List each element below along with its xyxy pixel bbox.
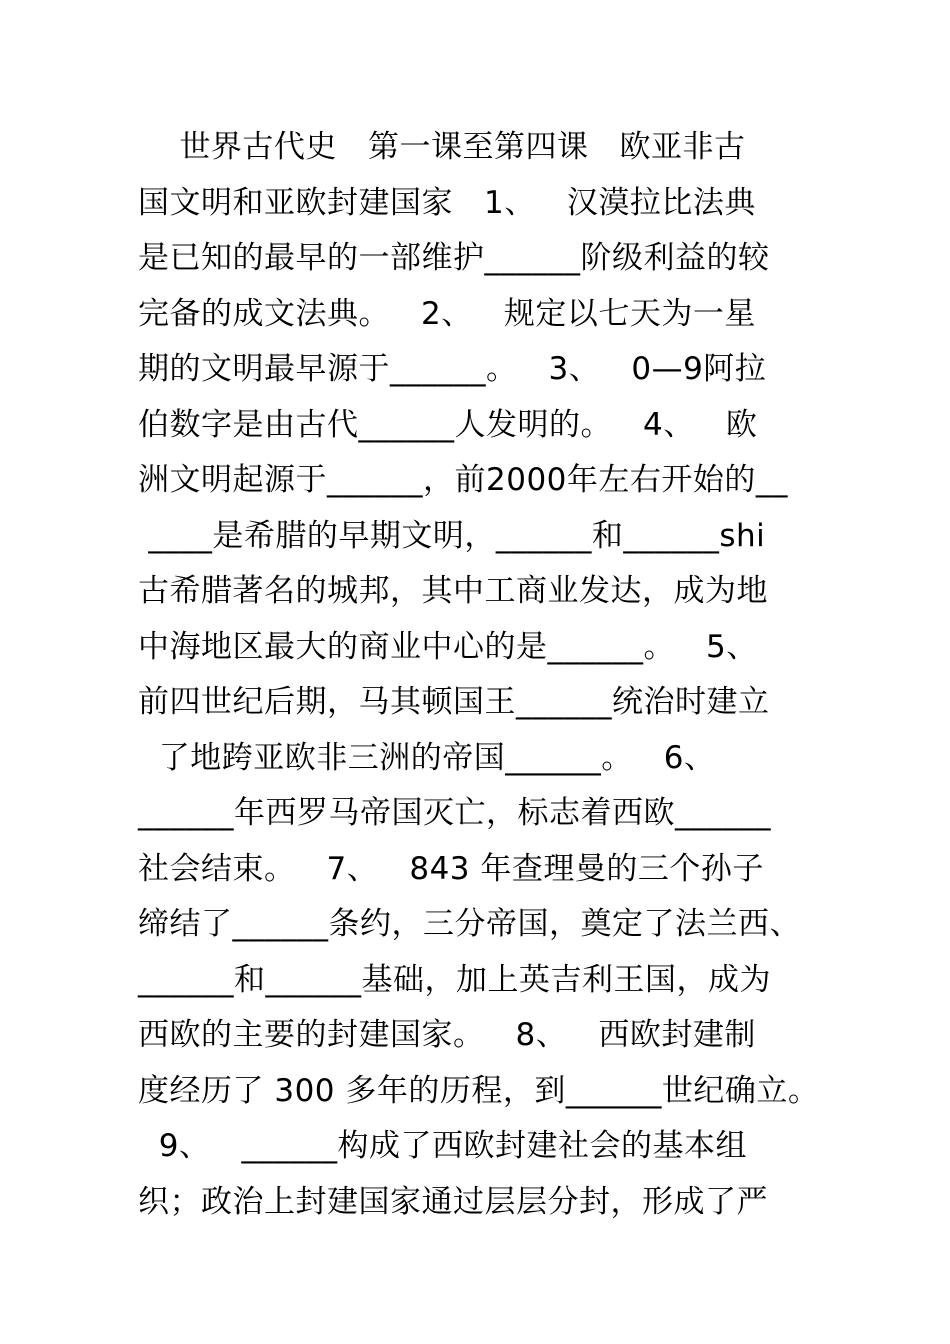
body-text xyxy=(138,124,858,1234)
text-line-4: 完备的成文法典。 2、 规定以七天为一星 xyxy=(138,295,756,332)
text-line-13: ______年西罗马帝国灭亡，标志着西欧______ xyxy=(138,795,771,831)
text-line-2: 国文明和亚欧封建国家 1、 汉漠拉比法典 xyxy=(138,184,756,221)
text-line-8: ____是希腊的早期文明，______和______shi xyxy=(138,517,766,554)
text-line-10: 中海地区最大的商业中心的是______。 5、 xyxy=(138,628,758,665)
text-line-1: 世界古代史 第一课至第四课 欧亚非古 xyxy=(138,129,746,165)
text-line-19: 9、 ______构成了西欧封建社会的基本组 xyxy=(138,1128,747,1164)
text-line-15: 缔结了______条约，三分帝国，奠定了法兰西、 xyxy=(138,906,801,942)
text-line-17: 西欧的主要的封建国家。 8、 西欧封建制 xyxy=(138,1017,756,1053)
text-line-20: 织；政治上封建国家通过层层分封，形成了严 xyxy=(138,1183,768,1220)
text-line-3: 是已知的最早的一部维护______阶级利益的较 xyxy=(138,240,770,276)
text-line-18: 度经历了 300 多年的历程，到______世纪确立。 xyxy=(138,1072,820,1109)
text-line-6: 伯数字是由古代______人发明的。 4、 欧 xyxy=(138,406,758,443)
text-line-11: 前四世纪后期，马其顿国王______统治时建立 xyxy=(138,684,770,720)
text-line-9: 古希腊著名的城邦，其中工商业发达，成为地 xyxy=(138,573,768,609)
text-line-5: 期的文明最早源于______。 3、 0—9阿拉 xyxy=(138,351,767,387)
text-line-12: 了地跨亚欧非三洲的帝国______。 6、 xyxy=(138,739,716,776)
text-line-16: ______和______基础，加上英吉利王国，成为 xyxy=(138,961,771,998)
text-line-14: 社会结束。 7、 843 年查理曼的三个孙子 xyxy=(138,850,764,887)
text-line-7: 洲文明起源于______，前2000年左右开始的__ xyxy=(138,462,788,498)
